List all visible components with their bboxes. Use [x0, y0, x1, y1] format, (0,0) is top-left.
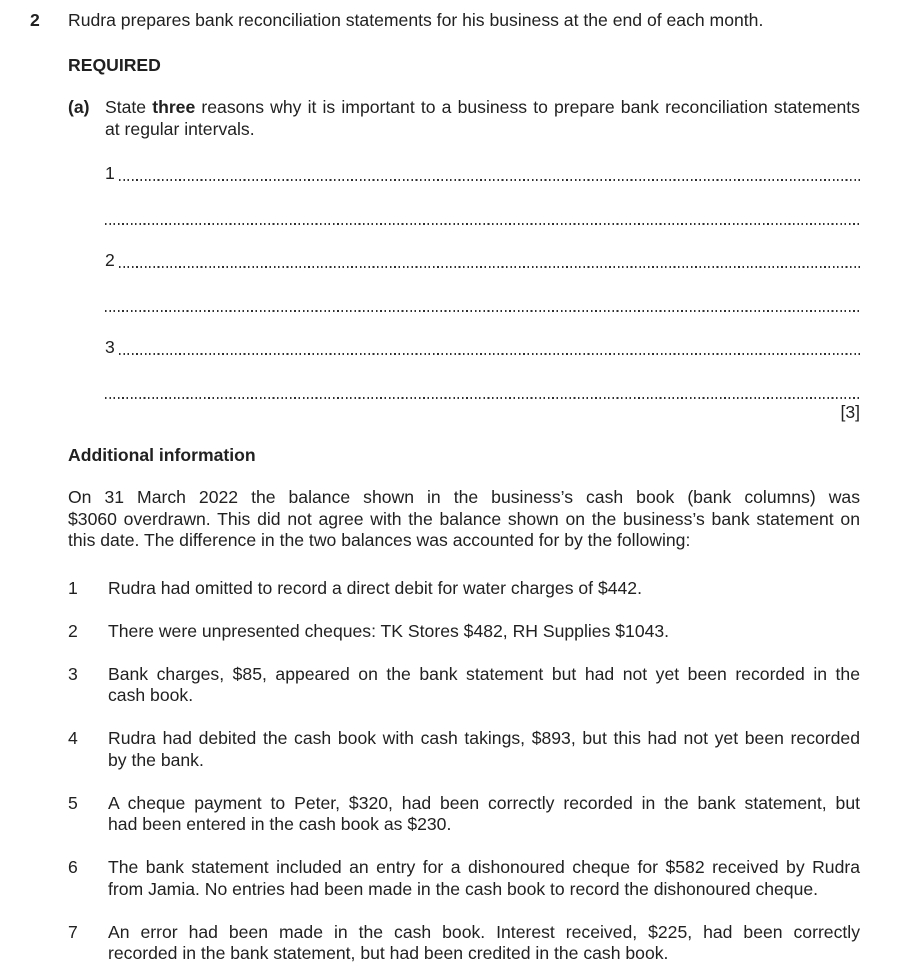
item-number: 7	[68, 921, 78, 942]
item-text	[108, 578, 860, 600]
scenario-paragraph	[68, 487, 860, 552]
list-item	[68, 621, 860, 643]
answer-line-continuation	[105, 294, 860, 316]
dotted-answer-line	[105, 397, 860, 399]
question-number: 2	[30, 10, 40, 30]
part-a-text	[105, 97, 860, 140]
item-number: 2	[68, 620, 78, 641]
item-text-line: cash book.	[108, 685, 194, 705]
item-number: 4	[68, 728, 78, 748]
item-text-line: The bank statement included an entry for a dishonoured cheque for $582 received by Rudra	[108, 857, 860, 877]
answer-line	[105, 337, 860, 359]
list-item	[68, 728, 860, 771]
item-number: 5	[68, 792, 78, 813]
part-a-label: (a)	[68, 97, 90, 117]
dotted-answer-line	[105, 223, 860, 225]
part-a	[68, 97, 860, 140]
item-text-line: Rudra had debited the cash book with cash takings, $893, but this had not yet been recorded	[108, 728, 860, 748]
list-item	[68, 664, 860, 707]
question-header	[30, 10, 860, 32]
item-text-line: Rudra had omitted to record a direct debit for water charges of $442.	[108, 577, 642, 598]
item-text	[108, 664, 860, 707]
item-text-line: There were unpresented cheques: TK Stores $482, RH Supplies $1043.	[108, 620, 670, 641]
list-item	[68, 922, 860, 965]
item-number: 1	[68, 577, 78, 598]
list-item	[68, 857, 860, 900]
item-text-line: A cheque payment to Peter, $320, had been correctly recorded in the bank statement, but	[108, 792, 860, 813]
item-text	[108, 857, 860, 900]
dotted-answer-line	[119, 179, 860, 181]
item-text-line: from Jamia. No entries had been made in the cash book to record the dishonoured cheque.	[108, 878, 819, 899]
adjustment-list	[30, 578, 860, 965]
answer-line-number: 3	[105, 337, 115, 357]
item-number: 3	[68, 663, 78, 684]
part-a-text-line	[105, 97, 860, 119]
question-intro: Rudra prepares bank reconciliation statements for his business at the end of each month.	[68, 10, 764, 30]
answer-line-number: 2	[105, 250, 115, 270]
answer-line-continuation	[105, 207, 860, 229]
item-text	[108, 621, 860, 643]
item-text-line: by the bank.	[108, 749, 204, 770]
part-a-text-segment: State	[105, 97, 153, 117]
list-item	[68, 578, 860, 600]
dotted-answer-line	[119, 266, 860, 268]
answer-line	[105, 163, 860, 185]
answer-line	[105, 250, 860, 272]
marks-badge: [3]	[840, 402, 860, 422]
item-text-line: had been entered in the cash book as $230.	[108, 814, 452, 834]
paragraph-line: On 31 March 2022 the balance shown in the business’s cash book (bank columns) was	[68, 487, 860, 507]
item-text-line: Bank charges, $85, appeared on the bank statement but had not yet been recorded in the	[108, 663, 860, 684]
dotted-answer-line	[119, 353, 860, 355]
item-text	[108, 793, 860, 836]
item-number: 6	[68, 857, 78, 877]
answer-line-number: 1	[105, 163, 115, 183]
part-a-text-line: at regular intervals.	[105, 118, 255, 139]
dotted-answer-line	[105, 310, 860, 312]
paragraph-line: this date. The difference in the two balances was accounted for by the following:	[68, 530, 691, 550]
item-text-line: An error had been made in the cash book. Interest received, $225, had been correctly	[108, 921, 860, 942]
part-a-text-segment: reasons why it is important to a business to prepare bank reconciliation statements	[195, 97, 860, 117]
paragraph-line: $3060 overdrawn. This did not agree with the balance shown on the business’s bank statement on	[68, 508, 860, 529]
item-text-line: recorded in the bank statement, but had been credited in the cash book.	[108, 943, 669, 963]
item-text	[108, 728, 860, 771]
answer-lines	[105, 163, 860, 402]
list-item	[68, 793, 860, 836]
item-text	[108, 922, 860, 965]
answer-line-continuation	[105, 381, 860, 403]
required-heading: REQUIRED	[68, 54, 161, 75]
part-a-bold-word: three	[152, 97, 196, 117]
additional-info-heading: Additional information	[68, 444, 256, 465]
